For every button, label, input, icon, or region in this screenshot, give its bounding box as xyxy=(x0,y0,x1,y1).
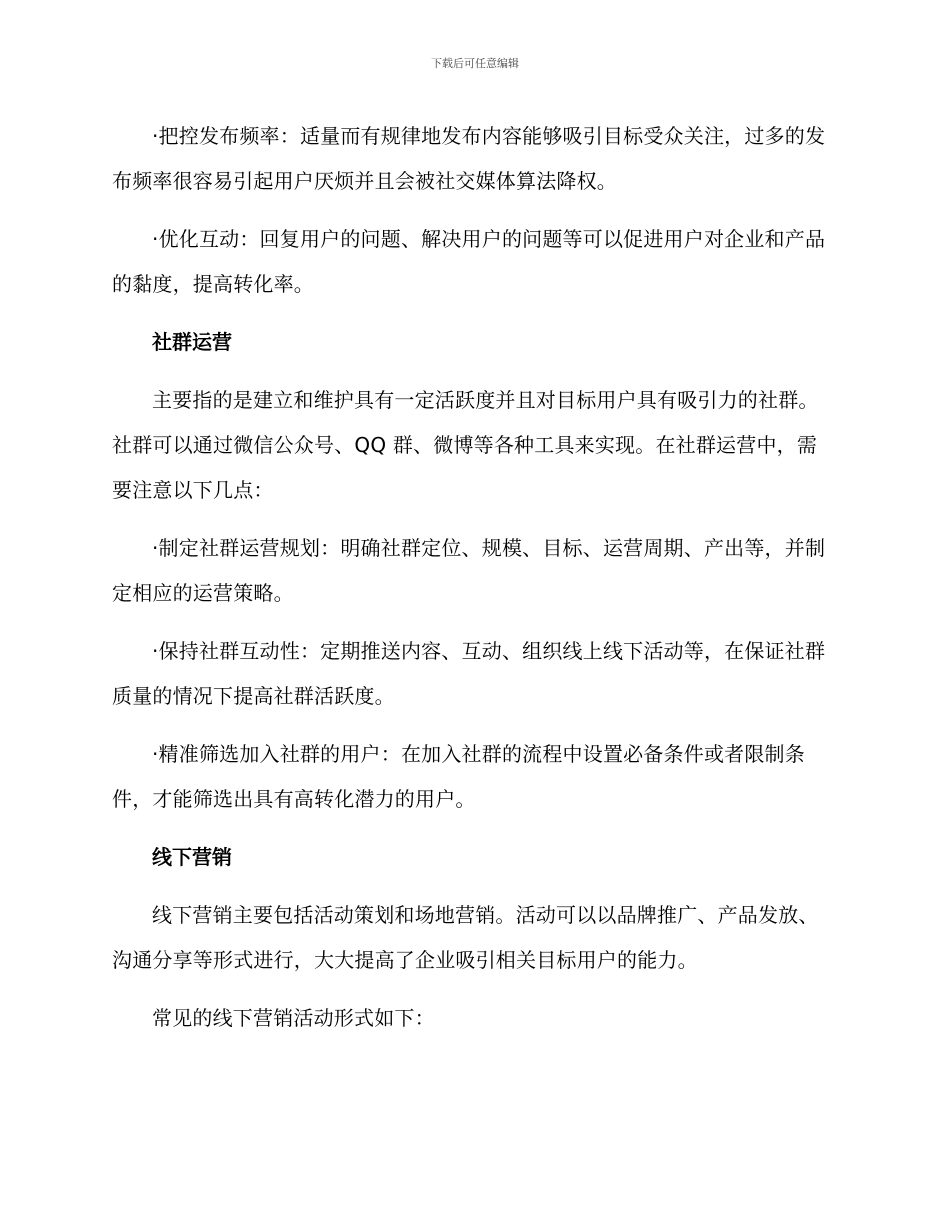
paragraph-publish-frequency: ·把控发布频率：适量而有规律地发布内容能够吸引目标受众关注，过多的发布频率很容易引起用户厌烦并且会被社交媒体算法降权。 xyxy=(112,124,826,193)
section-heading-offline: 线下营销 xyxy=(152,845,232,869)
paragraph-community-filter: ·精准筛选加入社群的用户：在加入社群的流程中设置必备条件或者限制条件，才能筛选出具有高转化潜力的用户。 xyxy=(112,742,805,811)
paragraph-community-plan: ·制定社群运营规划：明确社群定位、规模、目标、运营周期、产出等，并制定相应的运营策略。 xyxy=(112,536,826,605)
document-body xyxy=(112,114,832,1054)
paragraph-optimize-interaction: ·优化互动：回复用户的问题、解决用户的问题等可以促进用户对企业和产品的黏度，提高转化率。 xyxy=(112,227,826,296)
section-heading-community: 社群运营 xyxy=(152,330,232,354)
header-note: 下载后可任意编辑 xyxy=(431,57,519,70)
paragraph-community-interaction: ·保持社群互动性：定期推送内容、互动、组织线上线下活动等，在保证社群质量的情况下提高社群活跃度。 xyxy=(112,639,826,708)
paragraph-community-intro: 主要指的是建立和维护具有一定活跃度并且对目标用户具有吸引力的社群。社群可以通过微信公众号、QQ 群、微博等各种工具来实现。在社群运营中，需要注意以下几点： xyxy=(112,388,819,502)
paragraph-offline-intro: 线下营销主要包括活动策划和场地营销。活动可以以品牌推广、产品发放、沟通分享等形式进行，大大提高了企业吸引相关目标用户的能力。 xyxy=(112,903,819,972)
paragraph-offline-forms: 常见的线下营销活动形式如下： xyxy=(152,1006,435,1030)
